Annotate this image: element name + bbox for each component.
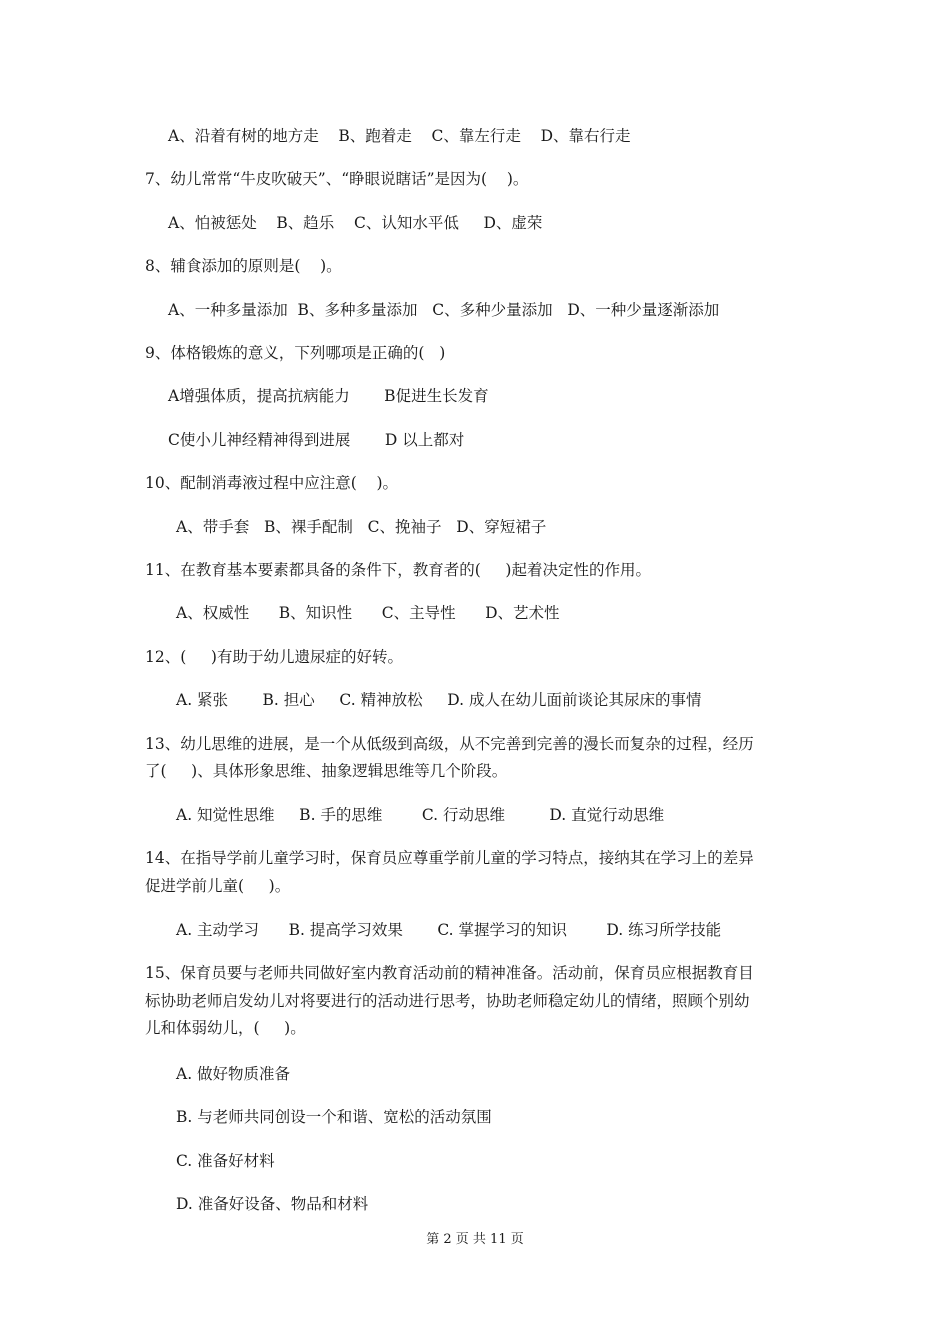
q7-options: A、怕被惩处 B、趋乐 C、认知水平低 D、虚荣 xyxy=(168,214,543,232)
q13-question-line1: 13、幼儿思维的进展，是一个从低级到高级，从不完善到完善的漫长而复杂的过程，经历 xyxy=(145,735,754,753)
q15-option-a: A. 做好物质准备 xyxy=(176,1065,291,1083)
q12-question: 12、( )有助于幼儿遗尿症的好转。 xyxy=(145,648,403,666)
q7-question: 7、幼儿常常“牛皮吹破天”、“睁眼说瞎话”是因为( )。 xyxy=(145,170,529,188)
q15-option-c: C. 准备好材料 xyxy=(176,1152,275,1170)
q12-options: A. 紧张 B. 担心 C. 精神放松 D. 成人在幼儿面前谈论其尿床的事情 xyxy=(176,691,702,709)
q15-question-line1: 15、保育员要与老师共同做好室内教育活动前的精神准备。活动前，保育员应根据教育目 xyxy=(145,964,754,982)
q8-options: A、一种多量添加 B、多种多量添加 C、多种少量添加 D、一种少量逐渐添加 xyxy=(168,301,720,319)
q14-options: A. 主动学习 B. 提高学习效果 C. 掌握学习的知识 D. 练习所学技能 xyxy=(176,921,722,939)
q10-options: A、带手套 B、裸手配制 C、挽袖子 D、穿短裙子 xyxy=(176,518,547,536)
q6-options: A、沿着有树的地方走 B、跑着走 C、靠左行走 D、靠右行走 xyxy=(168,127,631,145)
q15-question-line2: 标协助老师启发幼儿对将要进行的活动进行思考，协助老师稳定幼儿的情绪，照顾个别幼 xyxy=(145,992,750,1010)
q11-question: 11、在教育基本要素都具备的条件下，教育者的( )起着决定性的作用。 xyxy=(145,561,651,579)
q10-question: 10、配制消毒液过程中应注意( )。 xyxy=(145,474,399,492)
q13-question-line2: 了( )、具体形象思维、抽象逻辑思维等几个阶段。 xyxy=(145,762,508,780)
q9-options-ab: A增强体质，提高抗病能力 B促进生长发育 xyxy=(168,387,489,405)
q8-question: 8、辅食添加的原则是( )。 xyxy=(145,257,342,275)
page-footer: 第 2 页 共 11 页 xyxy=(426,1232,524,1247)
q9-options-cd: C使小儿神经精神得到进展 D 以上都对 xyxy=(168,431,465,449)
q11-options: A、权威性 B、知识性 C、主导性 D、艺术性 xyxy=(176,604,560,622)
q15-option-d: D. 准备好设备、物品和材料 xyxy=(176,1195,369,1213)
q15-question-line3: 儿和体弱幼儿，( )。 xyxy=(145,1019,306,1037)
q14-question-line1: 14、在指导学前儿童学习时，保育员应尊重学前儿童的学习特点，接纳其在学习上的差异 xyxy=(145,849,754,867)
q9-question: 9、体格锻炼的意义，下列哪项是正确的( ) xyxy=(145,344,446,362)
q14-question-line2: 促进学前儿童( )。 xyxy=(145,877,291,895)
q13-options: A. 知觉性思维 B. 手的思维 C. 行动思维 D. 直觉行动思维 xyxy=(176,806,665,824)
q15-option-b: B. 与老师共同创设一个和谐、宽松的活动氛围 xyxy=(176,1108,492,1126)
